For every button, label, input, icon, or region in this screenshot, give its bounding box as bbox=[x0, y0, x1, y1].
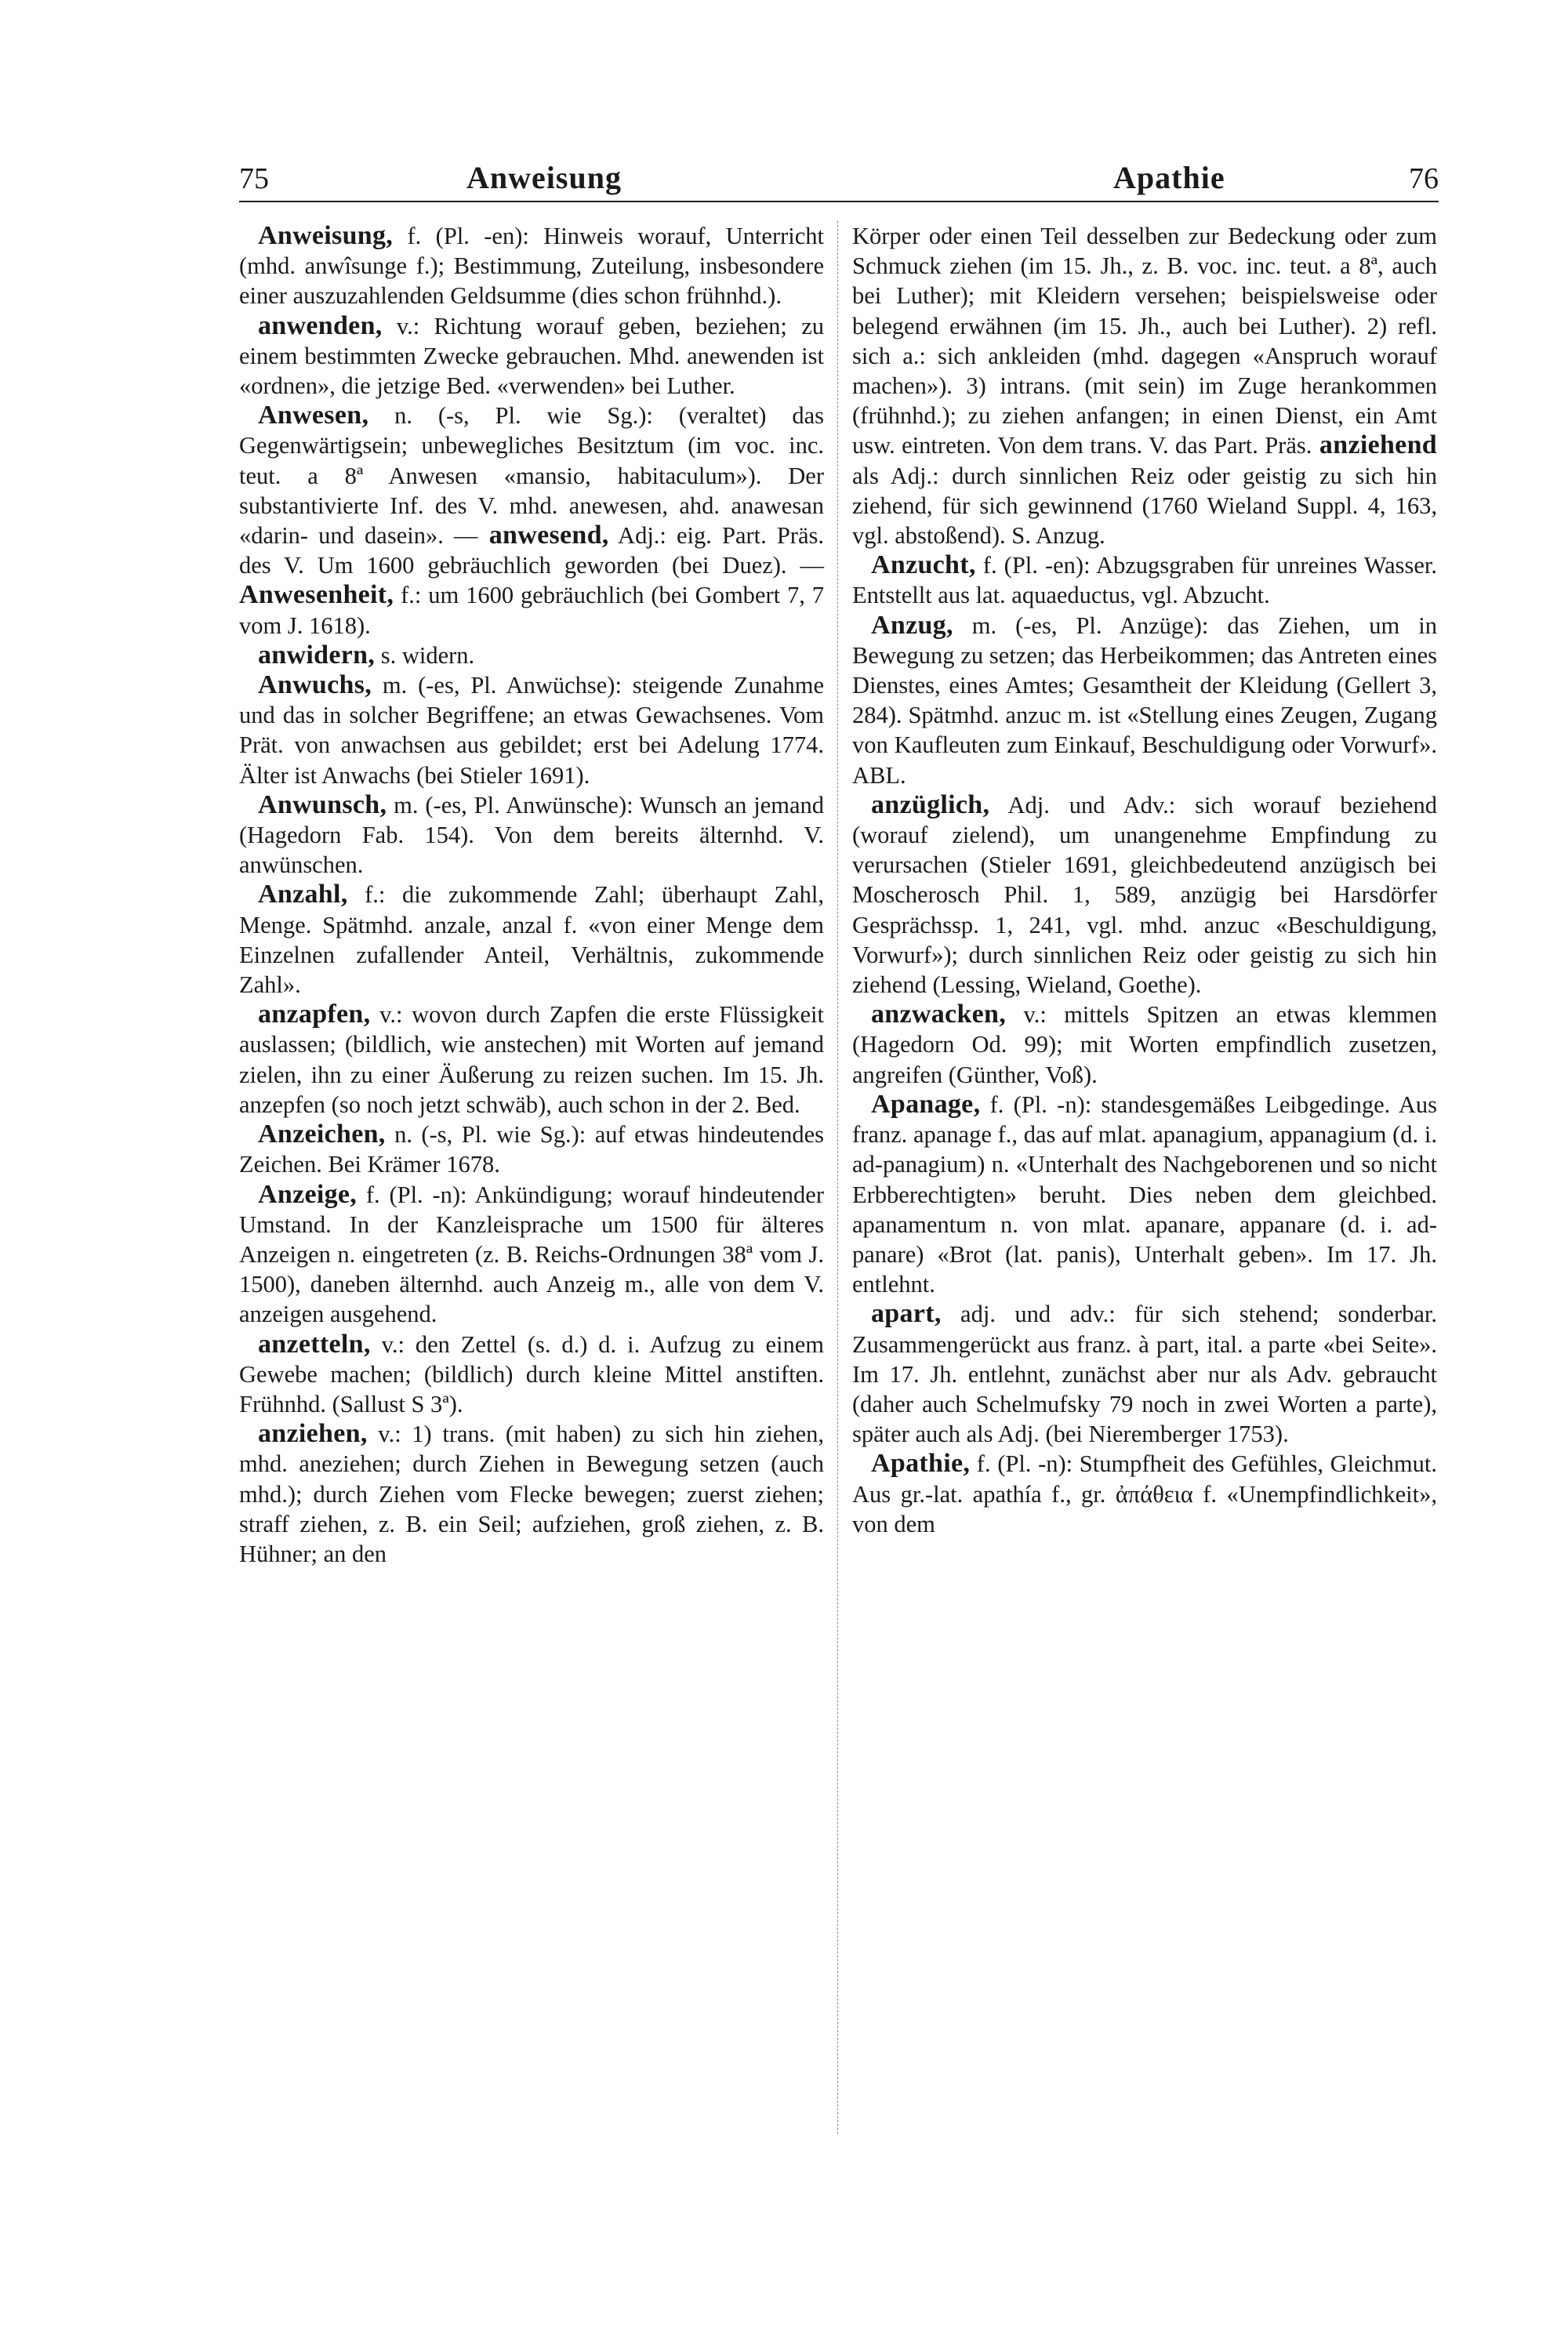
lemma: anzetteln, bbox=[258, 1329, 371, 1359]
entry-apathie bbox=[852, 1449, 1437, 1539]
entry-anwuchs bbox=[239, 670, 824, 790]
left-page-number: 75 bbox=[239, 162, 269, 195]
lemma: Anzucht, bbox=[871, 550, 976, 580]
entry-anzwacken bbox=[852, 1000, 1437, 1090]
definition: f. (Pl. -n): Ankündigung; worauf hindeutender Umstand. In der Kanzleisprache um 1500 für älteres Anzeigen n. eingetreten (z. B. Reichs-Ordnungen 38ª vom J. 1500), daneben älternhd. auch Anzeig m., alle von dem V. anzeigen ausgehend. bbox=[239, 1181, 824, 1328]
entry-anzeichen bbox=[239, 1120, 824, 1179]
lemma: Anwesen, bbox=[258, 401, 369, 430]
entry-anziehen-continued bbox=[852, 221, 1437, 550]
definition: m. (-es, Pl. Anwüchse): steigende Zunahme und das in solcher Begriffene; an etwas Gewachsenes. Vom Prät. von anwachsen aus gebildet; erst bei Adelung 1774. Älter ist Anwachs (bei Stieler 1691). bbox=[239, 672, 824, 789]
entry-apart bbox=[852, 1299, 1437, 1449]
right-running-title: Apathie bbox=[1113, 160, 1225, 195]
entry-apanage bbox=[852, 1090, 1437, 1299]
definition: v.: Richtung worauf geben, beziehen; zu einem bestimmten Zwecke gebrauchen. Mhd. anewenden ist «ordnen», die jetzige Bed. «verwenden» bei Luther. bbox=[239, 312, 824, 400]
lemma: anzüglich, bbox=[871, 789, 990, 819]
lemma: Apathie, bbox=[871, 1449, 971, 1479]
lemma: Apanage, bbox=[871, 1089, 981, 1119]
entry-anwenden bbox=[239, 311, 824, 401]
sub-lemma: Anwesenheit, bbox=[239, 580, 394, 610]
definition: s. widern. bbox=[375, 641, 475, 669]
entry-anzug bbox=[852, 611, 1437, 790]
lemma: apart, bbox=[871, 1299, 942, 1329]
lemma: Anwunsch, bbox=[258, 789, 387, 819]
sub-lemma: anziehend bbox=[1312, 430, 1437, 460]
definition: Adj.: eig. Part. Präs. des V. Um 1600 gebräuchlich geworden (bei Duez). — bbox=[239, 522, 824, 579]
running-header bbox=[239, 157, 1439, 202]
entry-anzeige bbox=[239, 1180, 824, 1330]
column-divider bbox=[837, 221, 838, 2134]
definition: f. (Pl. -n): standesgemäßes Leibgedinge. Aus franz. apanage f., das auf mlat. apanagium, appanagium (d. i. ad-panagium) n. «Unterhalt des Nachgeborenen und so nicht Erbberechtigten» beruht. Dies neben dem gleichbed. apanamentum n. von mlat. apanare, appanare (d. i. ad-panare) «Brot (lat. panis), Unterhalt geben». Im 17. Jh. entlehnt. bbox=[852, 1091, 1437, 1298]
entry-anzetteln bbox=[239, 1330, 824, 1420]
definition: Körper oder einen Teil desselben zur Bedeckung oder zum Schmuck ziehen (im 15. Jh., z. B. voc. inc. teut. a 8ª, auch bei Luther); mit Kleidern versehen; beispielsweise oder belegend erwähnen (im 15. Jh., auch bei Luther). 2) refl. sich a.: sich ankleiden (mhd. dagegen «Anspruch worauf machen»). 3) intrans. (mit sein) im Zuge herankommen (frühnhd.); zu ziehen anfangen; in einen Dienst, ein Amt usw. eintreten. Von dem trans. V. das Part. Präs. bbox=[852, 223, 1437, 459]
definition: v.: den Zettel (s. d.) d. i. Aufzug zu einem Gewebe machen; (bildlich) durch kleine Mittel anstiften. Frühnhd. (Sallust S 3ª). bbox=[239, 1330, 824, 1417]
definition: n. (-s, Pl. wie Sg.): auf etwas hindeutendes Zeichen. Bei Krämer 1678. bbox=[239, 1121, 824, 1178]
definition: als Adj.: durch sinnlichen Reiz oder geistig zu sich hin ziehend, für sich gewinnend (1760 Wieland Suppl. 4, 163, vgl. abstoßend). S. Anzug. bbox=[852, 462, 1437, 550]
entry-anwesen bbox=[239, 401, 824, 641]
definition: Adj. und Adv.: sich worauf beziehend (worauf zielend), um unangenehme Empfindung zu verursachen (Stieler 1691, gleichbedeutend anzügisch bei Moscherosch Phil. 1, 589, anzügig bei Harsdörfer Gesprächssp. 1, 241, vgl. mhd. anzuc «Beschuldigung, Vorwurf»); durch sinnlichen Reiz oder geistig zu sich hin ziehend (Lessing, Wieland, Goethe). bbox=[852, 791, 1437, 999]
definition: v.: mittels Spitzen an etwas klemmen (Hagedorn Od. 99); mit Worten empfindlich zusetzen, angreifen (Günther, Voß). bbox=[852, 1001, 1437, 1088]
entry-anwidern bbox=[239, 641, 824, 670]
entry-anweisung bbox=[239, 221, 824, 311]
definition: f. (Pl. -en): Abzugsgraben für unreines Wasser. Entstellt aus lat. aquaeductus, vgl. Abzucht. bbox=[852, 552, 1437, 609]
definition: f.: die zukommende Zahl; überhaupt Zahl, Menge. Spätmhd. anzale, anzal f. «von einer Menge dem Einzelnen zufallender Anteil, Verhältnis, zukommende Zahl». bbox=[239, 881, 824, 999]
entry-anzucht bbox=[852, 550, 1437, 610]
entry-anzueglich bbox=[852, 790, 1437, 1000]
definition: m. (-es, Pl. Anwünsche): Wunsch an jemand (Hagedorn Fab. 154). Von dem bereits älternhd. V. anwünschen. bbox=[239, 791, 824, 879]
lemma: Anzug, bbox=[871, 610, 953, 640]
left-column bbox=[239, 221, 824, 1569]
lemma: anzwacken, bbox=[871, 1000, 1007, 1029]
lemma: anwenden, bbox=[258, 310, 383, 340]
definition: v.: wovon durch Zapfen die erste Flüssigkeit auslassen; (bildlich, wie anstechen) mit Worten auf jemand zielen, ihn zu einer Äußerung zu reizen suchen. Im 15. Jh. anzepfen (so noch jetzt schwäb), auch schon in der 2. Bed. bbox=[239, 1001, 824, 1118]
entry-anwunsch bbox=[239, 790, 824, 880]
definition: f. (Pl. -en): Hinweis worauf, Unterricht (mhd. anwîsunge f.); Bestimmung, Zuteilung, insbesondere einer auszuzahlenden Geldsumme (dies schon frühnhd.). bbox=[239, 223, 824, 310]
definition: f. (Pl. -n): Stumpfheit des Gefühles, Gleichmut. Aus gr.-lat. apathía f., gr. ἀπάθεια f. «Unempfindlichkeit», von dem bbox=[852, 1450, 1437, 1537]
definition: m. (-es, Pl. Anzüge): das Ziehen, um in Bewegung zu setzen; das Herbeikommen; das Antreten eines Dienstes, eines Amtes; Gesamtheit der Kleidung (Gellert 3, 284). Spätmhd. anzuc m. ist «Stellung eines Zeugen, Zugang von Kaufleuten zum Einkauf, Beschuldigung oder Vorwurf». ABL. bbox=[852, 612, 1437, 789]
definition: v.: 1) trans. (mit haben) zu sich hin ziehen, mhd. aneziehen; durch Ziehen in Bewegung setzen (auch mhd.); durch Ziehen vom Flecke bewegen; zuerst ziehen; straff ziehen, z. B. ein Seil; aufziehen, groß ziehen, z. B. Hühner; an den bbox=[239, 1421, 824, 1567]
lemma: anziehen, bbox=[258, 1419, 368, 1449]
lemma: Anzeige, bbox=[258, 1179, 358, 1209]
sub-lemma: anwesend, bbox=[477, 521, 609, 550]
lemma: anzapfen, bbox=[258, 1000, 371, 1029]
entry-anzapfen bbox=[239, 1000, 824, 1120]
lemma: Anzahl, bbox=[258, 880, 348, 909]
definition: n. (-s, Pl. wie Sg.): (veraltet) das Gegenwärtigsein; unbewegliches Besitztum (im voc. inc. teut. a 8ª Anwesen «mansio, habitaculum»). Der substantivierte Inf. des V. mhd. anewesen, ahd. anawesan «darin- und dasein». — bbox=[239, 402, 824, 550]
entry-anziehen bbox=[239, 1419, 824, 1569]
lemma: Anwuchs, bbox=[258, 670, 372, 700]
right-page-number: 76 bbox=[1409, 162, 1439, 195]
left-running-title: Anweisung bbox=[466, 160, 622, 195]
definition: f.: um 1600 gebräuchlich (bei Gombert 7, 7 vom J. 1618). bbox=[239, 582, 824, 639]
definition: adj. und adv.: für sich stehend; sonderbar. Zusammengerückt aus franz. à part, ital. a parte «bei Seite». Im 17. Jh. entlehnt, zunächst aber nur als Adv. gebraucht (daher auch Schelmufsky 79 noch in zwei Worten a parte), später auch als Adj. (bei Nieremberger 1753). bbox=[852, 1301, 1437, 1448]
lemma: Anweisung, bbox=[258, 221, 394, 250]
right-column bbox=[852, 221, 1437, 1539]
entry-anzahl bbox=[239, 880, 824, 1000]
lemma: anwidern, bbox=[258, 640, 376, 670]
lemma: Anzeichen, bbox=[258, 1120, 386, 1149]
